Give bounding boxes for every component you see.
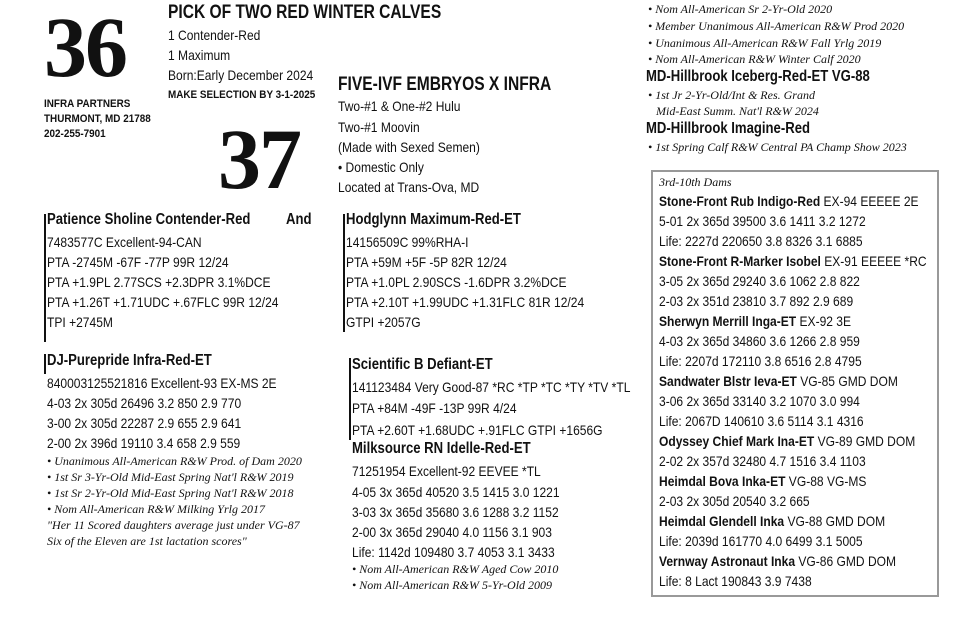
dam-entry-name: Sandwater Blstr Ieva-ET xyxy=(659,373,797,389)
lot-36-line: Born:Early December 2024 xyxy=(168,67,314,83)
dam-name: DJ-Purepride Infra-Red-ET xyxy=(47,352,212,369)
dams-heading: 3rd-10th Dams xyxy=(659,175,732,189)
consignor-address: THURMONT, MD 21788 xyxy=(44,113,151,125)
dam-entry-score: VG-88 VG-MS xyxy=(788,473,867,489)
right-note: Mid-East Summ. Nat'l R&W 2024 xyxy=(656,104,819,118)
dam-entry-name: Stone-Front Rub Indigo-Red xyxy=(659,193,821,209)
dam-note: • Unanimous All-American R&W Prod. of Dam 2020 xyxy=(47,454,302,468)
right-note: • Member Unanimous All-American R&W Prod 2020 xyxy=(648,19,905,33)
dam-note: • 1st Sr 2-Yr-Old Mid-East Spring Nat'l R&W 2018 xyxy=(47,486,294,500)
dam-note: • Nom All-American R&W Milking Yrlg 2017 xyxy=(47,502,265,516)
dam-entry-heading xyxy=(659,371,898,392)
lot-37-line: Two-#1 & One-#2 Hulu xyxy=(338,98,461,114)
dam-entry-record: Life: 2207d 172110 3.8 6516 2.8 4795 xyxy=(659,353,862,369)
dam-entry-heading xyxy=(659,511,885,532)
mid-sire-line: 14156509C 99%RHA-I xyxy=(346,234,469,250)
dam-note: • 1st Sr 3-Yr-Old Mid-East Spring Nat'l R&W 2019 xyxy=(47,470,294,484)
mid-sire-line: PTA +1.0PL 2.90SCS -1.6DPR 3.2%DCE xyxy=(346,274,567,290)
dam-entry-record: Life: 2039d 161770 4.0 6499 3.1 5005 xyxy=(659,533,863,549)
mid-sire2-line: PTA +84M -49F -13P 99R 4/24 xyxy=(352,400,517,416)
mid-dam-note: • Nom All-American R&W 5-Yr-Old 2009 xyxy=(352,578,553,592)
mid-sire2-line: 141123484 Very Good-87 *RC *TP *TC *TY *TV *TL xyxy=(352,379,631,395)
left-column-rule xyxy=(44,214,46,342)
dam-entry-record: 2-03 2x 351d 23810 3.7 892 2.9 689 xyxy=(659,293,854,309)
lot-36-deadline: MAKE SELECTION BY 3-1-2025 xyxy=(168,89,316,101)
dam-entry-record: Life: 8 Lact 190843 3.9 7438 xyxy=(659,573,812,589)
and-label: And xyxy=(286,211,312,228)
lot-37-line: Located at Trans-Ova, MD xyxy=(338,179,480,195)
dam-entry-heading xyxy=(659,551,896,572)
dam-entry-record: Life: 2067D 140610 3.6 5114 3.1 4316 xyxy=(659,413,864,429)
lot-36-line: 1 Maximum xyxy=(168,47,231,63)
right-note: • 1st Jr 2-Yr-Old/Int & Res. Grand xyxy=(648,88,815,102)
dam-entry-name: Heimdal Glendell Inka xyxy=(659,513,785,529)
dam-entry-score: EX-91 EEEEE *RC xyxy=(824,253,927,269)
lot-37-number: 37 xyxy=(218,111,300,207)
dam-entry-record: 3-06 2x 365d 33140 3.2 1070 3.0 994 xyxy=(659,393,860,409)
mid-dam-line: 3-03 3x 365d 35680 3.6 1288 3.2 1152 xyxy=(352,504,559,520)
right-note: • Nom All-American R&W Winter Calf 2020 xyxy=(648,52,861,66)
lot-36-title: PICK OF TWO RED WINTER CALVES xyxy=(168,2,442,23)
dam-entry-heading xyxy=(659,311,851,332)
dam-line: 2-00 2x 396d 19110 3.4 658 2.9 559 xyxy=(47,435,241,451)
mid-sire-line: GTPI +2057G xyxy=(346,314,421,330)
dam-entry-name: Heimdal Bova Inka-ET xyxy=(659,473,786,489)
dam-entry-record: 2-02 2x 357d 32480 4.7 1516 3.4 1103 xyxy=(659,453,866,469)
mid-dam-note: • Nom All-American R&W Aged Cow 2010 xyxy=(352,562,559,576)
dam-entry-score: VG-88 GMD DOM xyxy=(787,513,886,529)
dam-entry-name: Stone-Front R-Marker Isobel xyxy=(659,253,821,269)
mid-sire-line: PTA +59M +5F -5P 82R 12/24 xyxy=(346,254,507,270)
mid-dam-line: 4-05 3x 365d 40520 3.5 1415 3.0 1221 xyxy=(352,484,560,500)
consignor-phone: 202-255-7901 xyxy=(44,128,106,140)
sire-name: Patience Sholine Contender-Red xyxy=(47,211,251,228)
right-note: • 1st Spring Calf R&W Central PA Champ Show 2023 xyxy=(648,140,907,154)
lot-37-title: FIVE-IVF EMBRYOS X INFRA xyxy=(338,74,552,95)
dam-entry-heading xyxy=(659,471,866,492)
dam-entry-record: 2-03 2x 305d 20540 3.2 665 xyxy=(659,493,810,509)
dam-line: 3-00 2x 305d 22287 2.9 655 2.9 641 xyxy=(47,415,242,431)
mid-sire-name: Hodglynn Maximum-Red-ET xyxy=(346,211,521,228)
sire-line: TPI +2745M xyxy=(47,314,113,330)
dam-entry-record: 3-05 2x 365d 29240 3.6 1062 2.8 822 xyxy=(659,273,860,289)
dam-entry-score: EX-92 3E xyxy=(799,313,852,329)
lot-36-number: 36 xyxy=(44,0,126,95)
sire-line: PTA +1.26T +1.71UDC +.67FLC 99R 12/24 xyxy=(47,294,279,310)
mid-sire2-rule xyxy=(349,358,351,440)
dam-entry-name: Odyssey Chief Mark Ina-ET xyxy=(659,433,815,449)
dam-line: 4-03 2x 305d 26496 3.2 850 2.9 770 xyxy=(47,395,242,411)
mid-sire2-name: Scientific B Defiant-ET xyxy=(352,356,493,373)
sire-line: PTA -2745M -67F -77P 99R 12/24 xyxy=(47,254,229,270)
dam-entry-heading xyxy=(659,251,927,272)
middle-column-rule xyxy=(343,214,345,332)
dam-entry-score: EX-94 EEEEE 2E xyxy=(823,193,919,209)
dam-entry-record: Life: 2227d 220650 3.8 8326 3.1 6885 xyxy=(659,233,863,249)
dam-entry-score: VG-85 GMD DOM xyxy=(800,373,898,389)
right-note: • Nom All-American Sr 2-Yr-Old 2020 xyxy=(648,2,833,16)
dam-entry-heading xyxy=(659,431,915,452)
lot-37-line: • Domestic Only xyxy=(338,159,424,175)
mid-sire-line: PTA +2.10T +1.99UDC +1.31FLC 81R 12/24 xyxy=(346,294,585,310)
lot-36-line: 1 Contender-Red xyxy=(168,27,261,43)
dam-line: 840003125521816 Excellent-93 EX-MS 2E xyxy=(47,375,277,391)
mid-sire2-line: PTA +2.60T +1.68UDC +.91FLC GTPI +1656G xyxy=(352,422,603,438)
dam-entry-score: VG-89 GMD DOM xyxy=(817,433,916,449)
mid-dam-name: Milksource RN Idelle-Red-ET xyxy=(352,440,531,457)
dam-entry-record: 5-01 2x 365d 39500 3.6 1411 3.2 1272 xyxy=(659,213,866,229)
dam-entry-score: VG-86 GMD DOM xyxy=(798,553,897,569)
right-note: • Unanimous All-American R&W Fall Yrlg 2019 xyxy=(648,36,882,50)
dam-quote: Six of the Eleven are 1st lactation scores" xyxy=(47,534,247,548)
lot-37-line: (Made with Sexed Semen) xyxy=(338,139,480,155)
right-dam-name: MD-Hillbrook Iceberg-Red-ET VG-88 xyxy=(646,68,870,85)
right-dam-name: MD-Hillbrook Imagine-Red xyxy=(646,120,811,137)
dam-entry-name: Vernway Astronaut Inka xyxy=(659,553,796,569)
mid-dam-line: 71251954 Excellent-92 EEVEE *TL xyxy=(352,463,541,479)
lot-37-line: Two-#1 Moovin xyxy=(338,119,420,135)
consignor-name: INFRA PARTNERS xyxy=(44,98,131,110)
dam-entry-name: Sherwyn Merrill Inga-ET xyxy=(659,313,797,329)
mid-dam-line: Life: 1142d 109480 3.7 4053 3.1 3433 xyxy=(352,544,555,560)
dam-entry-heading xyxy=(659,191,919,212)
dam-quote: "Her 11 Scored daughters average just under VG-87 xyxy=(47,518,300,532)
mid-dam-line: 2-00 3x 365d 29040 4.0 1156 3.1 903 xyxy=(352,524,552,540)
left-dam-rule xyxy=(44,354,46,374)
sire-line: 7483577C Excellent-94-CAN xyxy=(47,234,202,250)
dam-entry-record: 4-03 2x 365d 34860 3.6 1266 2.8 959 xyxy=(659,333,860,349)
sire-line: PTA +1.9PL 2.77SCS +2.3DPR 3.1%DCE xyxy=(47,274,271,290)
